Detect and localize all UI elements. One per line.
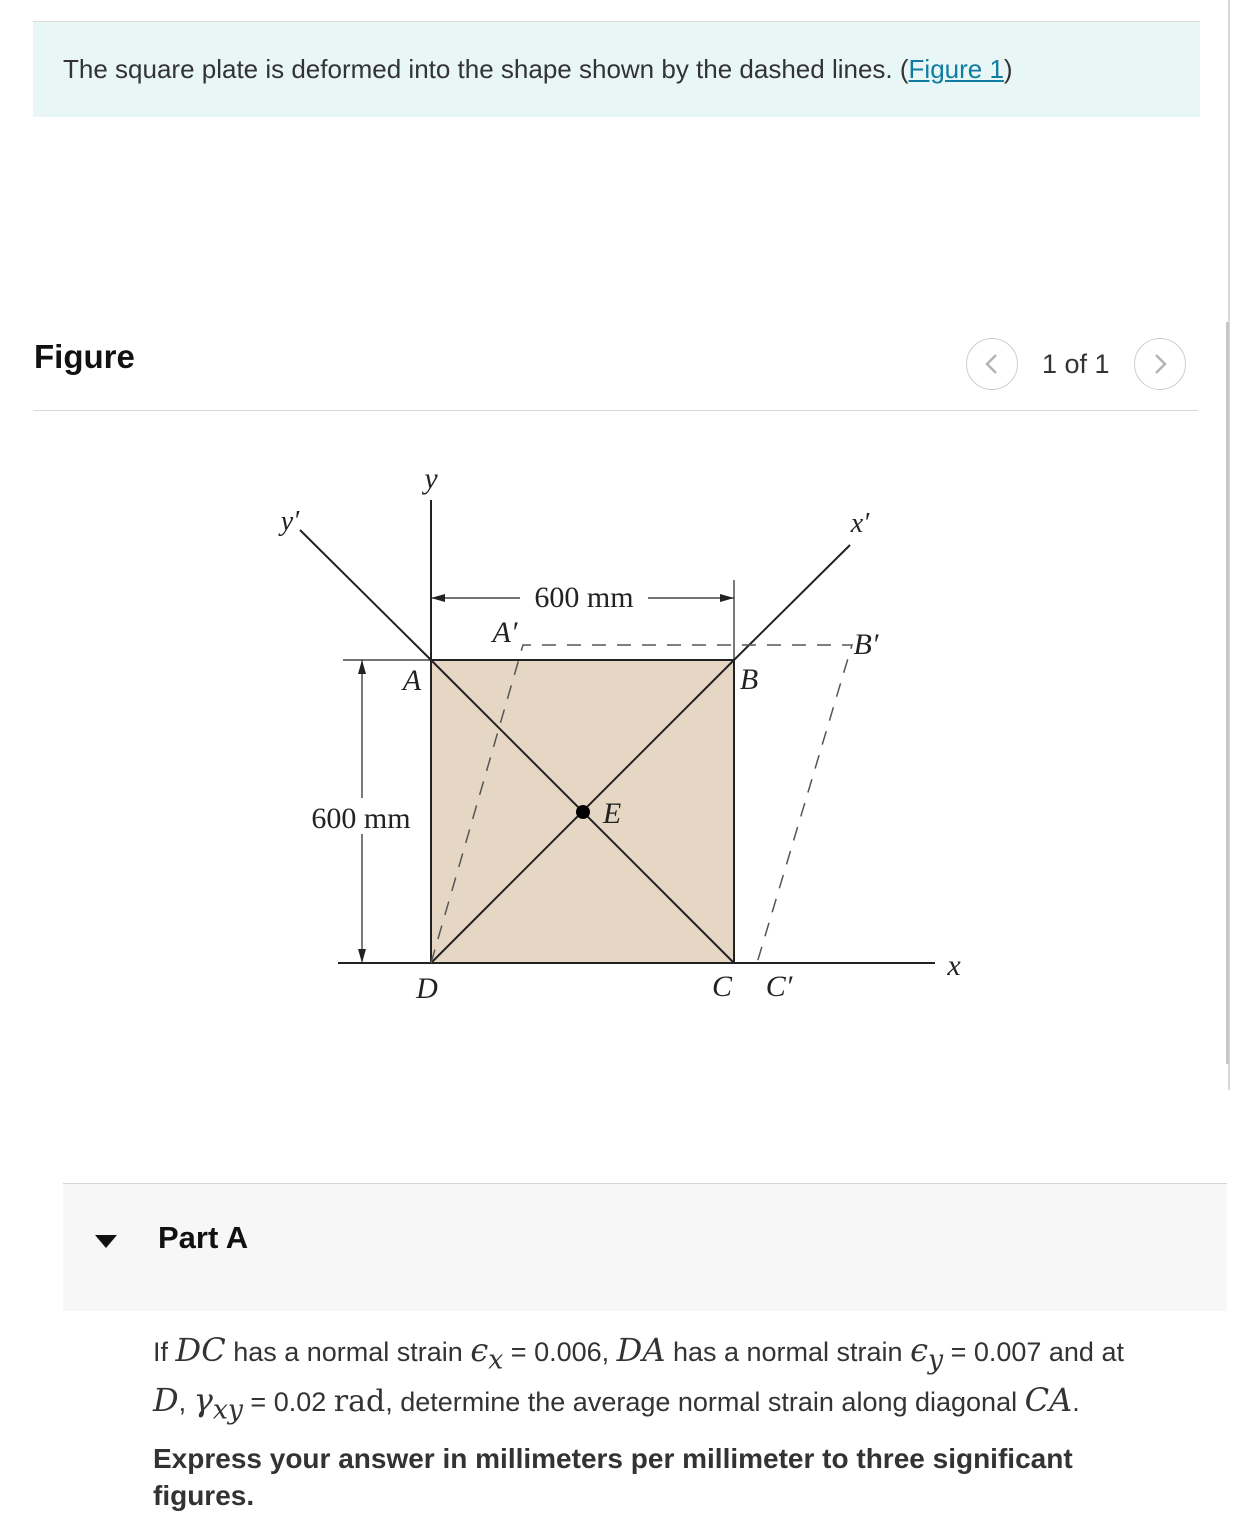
q-text-1: has a normal strain — [233, 1337, 463, 1367]
y-prime-axis — [300, 530, 431, 660]
scroll-thumb[interactable] — [1226, 322, 1229, 1064]
deformation-diagram — [260, 450, 980, 1020]
label-x-prime: x′ — [850, 508, 870, 539]
next-figure-button[interactable] — [1134, 338, 1186, 390]
label-c-prime: C′ — [765, 970, 793, 1003]
dim-label-left: 600 mm — [311, 802, 411, 835]
q-epsilon-x: $\epsilon_x$ — [470, 1331, 504, 1376]
label-b-prime: B′ — [853, 628, 879, 661]
q-text-6: , determine the average normal strain along diagonal — [385, 1387, 1018, 1418]
arrow-left-icon — [431, 594, 445, 602]
dim-label-top: 600 mm — [534, 581, 634, 614]
q-da: DA — [616, 1331, 666, 1369]
figure-link[interactable]: Figure 1 — [908, 54, 1004, 84]
q-text-3: has a normal strain — [672, 1337, 903, 1367]
caret-down-icon[interactable] — [93, 1232, 119, 1250]
q-if: If — [153, 1337, 169, 1367]
intro-close: ) — [1003, 54, 1013, 84]
figure-divider — [33, 410, 1198, 411]
arrow-up-icon — [358, 660, 366, 674]
label-x: x — [947, 949, 961, 982]
q-d: D — [153, 1381, 179, 1420]
label-b: B — [739, 663, 759, 696]
part-a-header[interactable] — [63, 1184, 1227, 1311]
pager-label: 1 of 1 — [1042, 348, 1110, 379]
label-y-prime: y′ — [280, 506, 300, 537]
x-prime-axis — [734, 545, 850, 660]
label-e: E — [602, 797, 622, 830]
answer-instruction: Express your answer in millimeters per millimeter to three significant figures. — [153, 1443, 1073, 1511]
part-a-question — [153, 1330, 1213, 1431]
arrow-down-icon — [358, 949, 366, 963]
q-text-5: = 0.02 — [250, 1387, 327, 1418]
label-a: A — [402, 664, 422, 697]
arrow-right-icon — [720, 594, 734, 602]
q-end: . — [1072, 1387, 1080, 1418]
prev-figure-button[interactable] — [966, 338, 1018, 390]
label-a-prime: A′ — [492, 616, 518, 649]
intro-text: The square plate is deformed into the shape shown by the dashed lines. ( — [63, 54, 909, 84]
q-text-2: = 0.006, — [510, 1337, 610, 1367]
q-comma: , — [178, 1387, 187, 1418]
q-epsilon-y: $\epsilon_y$ — [910, 1331, 944, 1376]
point-e-dot — [576, 805, 590, 819]
problem-intro — [33, 22, 1200, 117]
q-rad: rad — [333, 1384, 386, 1420]
chevron-left-icon — [982, 352, 1002, 376]
q-ca: CA — [1024, 1381, 1073, 1420]
q-dc: DC — [175, 1331, 226, 1369]
q-gamma-xy: $\gamma_{xy}$ — [193, 1381, 243, 1426]
label-c: C — [711, 970, 733, 1003]
chevron-right-icon — [1150, 352, 1170, 376]
q-text-4: = 0.007 and at — [950, 1337, 1124, 1367]
label-d: D — [416, 972, 438, 1005]
label-y: y — [424, 462, 438, 495]
figure-heading: Figure — [34, 338, 135, 375]
part-a-title: Part A — [158, 1220, 249, 1255]
figure-pager — [966, 338, 1186, 390]
